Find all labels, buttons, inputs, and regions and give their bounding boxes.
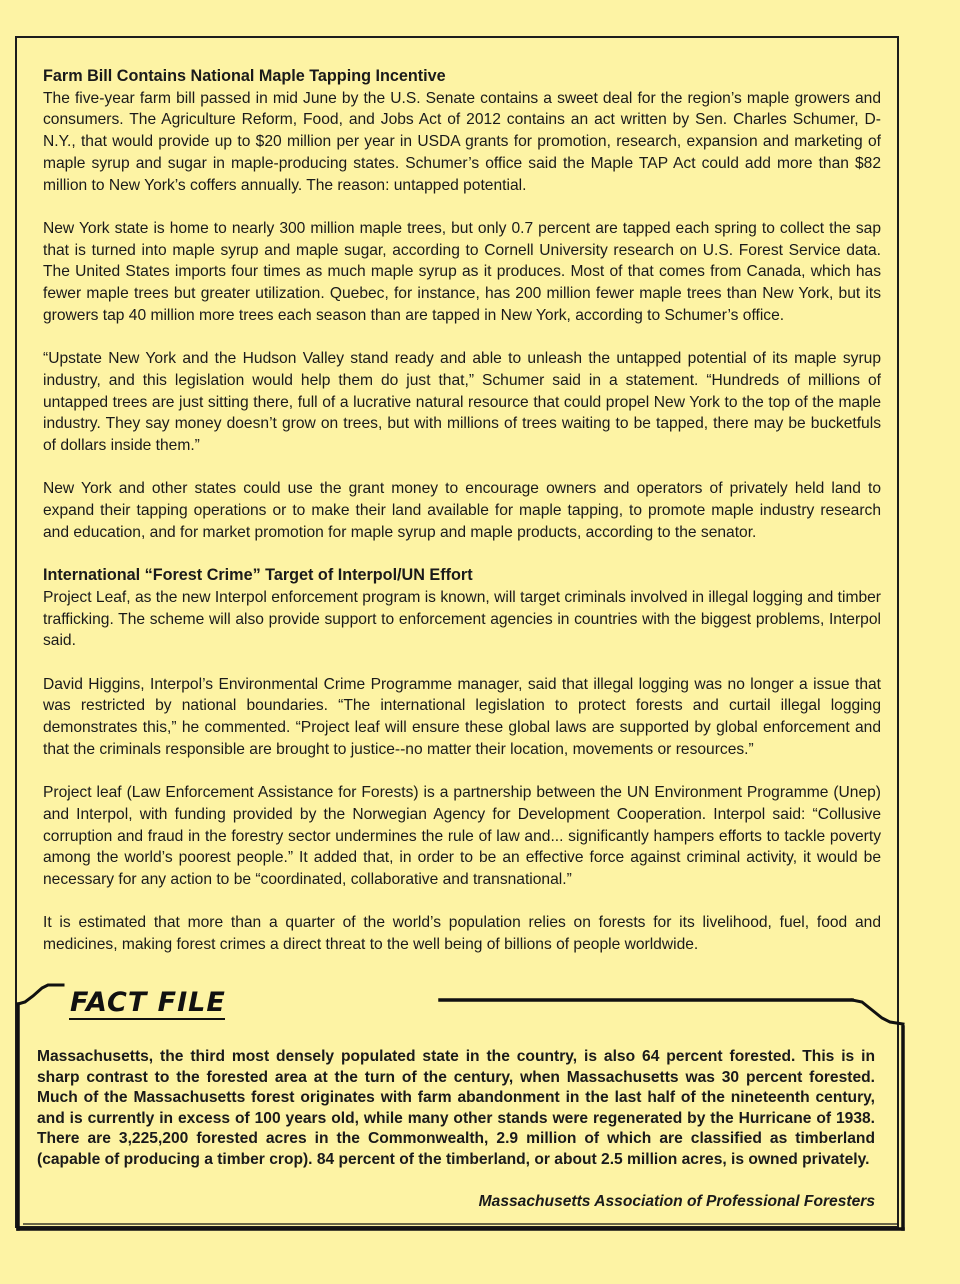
- article2-heading: International “Forest Crime” Target of Interpol/UN Effort: [43, 566, 473, 585]
- article1-paragraph-3: “Upstate New York and the Hudson Valley stand ready and able to unleash the untapped potential of its maple syrup industry, and this legislation would help them do just that,” Schumer said in a statement. “Hundreds of millions of untapped trees are just sitting there, full of a lucrative natural resource that could propel New York to the top of the maple industry. They say money doesn’t grow on trees, but with millions of trees waiting to be tapped, there may be bucketfuls of dollars inside them.”: [43, 350, 881, 454]
- fact-file-source: Massachusetts Association of Professional Foresters: [478, 1193, 875, 1210]
- article1-paragraph-1: The five-year farm bill passed in mid June by the U.S. Senate contains a sweet deal for the region’s maple growers and consumers. The Agriculture Reform, Food, and Jobs Act of 2012 contains an act written by Sen. Charles Schumer, D-N.Y., that would provide up to $20 million per year in USDA grants for promotion, research, expansion and marketing of maple syrup and sugar in maple-producing states. Schumer’s office said the Maple TAP Act could add more than $82 million to New York’s coffers annually. The reason: untapped potential.: [43, 89, 881, 194]
- fact-file-body: Massachusetts, the third most densely populated state in the country, is also 64 percent forested. This is in sharp contrast to the forested area at the turn of the century, when Massachusetts was 30 percent forested. Much of the Massachusetts forest originates with farm abandonment in the last half of the nineteenth century, and is currently in excess of 100 years old, while many other stands were regenerated by the Hurricane of 1938. There are 3,225,200 forested acres in the Commonwealth, 2.9 million of which are classified as timberland (capable of producing a timber crop). 84 percent of the timberland, or about 2.5 million acres, is owned privately.: [37, 1048, 875, 1168]
- article1-paragraph-4: New York and other states could use the grant money to encourage owners and operators of privately held land to expand their tapping operations or to make their land available for maple tapping, to promote maple industry research and education, and for market promotion for maple syrup and maple products, according to the senator.: [43, 480, 881, 541]
- article1-heading: Farm Bill Contains National Maple Tapping Incentive: [43, 67, 446, 85]
- article2-paragraph-3: Project leaf (Law Enforcement Assistance for Forests) is a partnership between the UN Environment Programme (Unep) and Interpol, with funding provided by the Norwegian Agency for Development Cooperation. Interpol said: “Collusive corruption and fraud in the forestry sector undermines the rule of law and... significantly hampers efforts to tackle poverty among the world’s poorest people.” It added that, in order to be an effective force against criminal activity, it would be necessary for any action to be “coordinated, collaborative and transnational.”: [43, 784, 881, 888]
- fact-file-title: FACT FILE: [70, 987, 226, 1018]
- article2-paragraph-1: Project Leaf, as the new Interpol enforcement program is known, will target criminals involved in illegal logging and timber trafficking. The scheme will also provide support to enforcement agencies in countries with the biggest problems, Interpol said.: [43, 588, 881, 650]
- article1-paragraph-2: New York state is home to nearly 300 million maple trees, but only 0.7 percent are tapped each spring to collect the sap that is turned into maple syrup and maple sugar, according to Cornell University research on U.S. Forest Service data. The United States imports four times as much maple syrup as it produces. Most of that comes from Canada, which has fewer maple trees but greater utilization. Quebec, for instance, has 200 million fewer maple trees than New York, but its growers tap 40 million more trees each season than are tapped in New York, according to Schumer’s office.: [43, 219, 881, 324]
- article2-paragraph-4: It is estimated that more than a quarter of the world’s population relies on forests for its livelihood, fuel, food and medicines, making forest crimes a direct threat to the well being of billions of people worldwide.: [43, 914, 881, 954]
- article2-paragraph-2: David Higgins, Interpol’s Environmental Crime Programme manager, said that illegal logging was no longer a issue that was restricted by national boundaries. “The international legislation to protect forests and curtail illegal logging demonstrates this,” he commented. “Project leaf will ensure these global laws are supported by global enforcement and that the criminals responsible are brought to justice--no matter their location, movements or resources.”: [43, 675, 881, 758]
